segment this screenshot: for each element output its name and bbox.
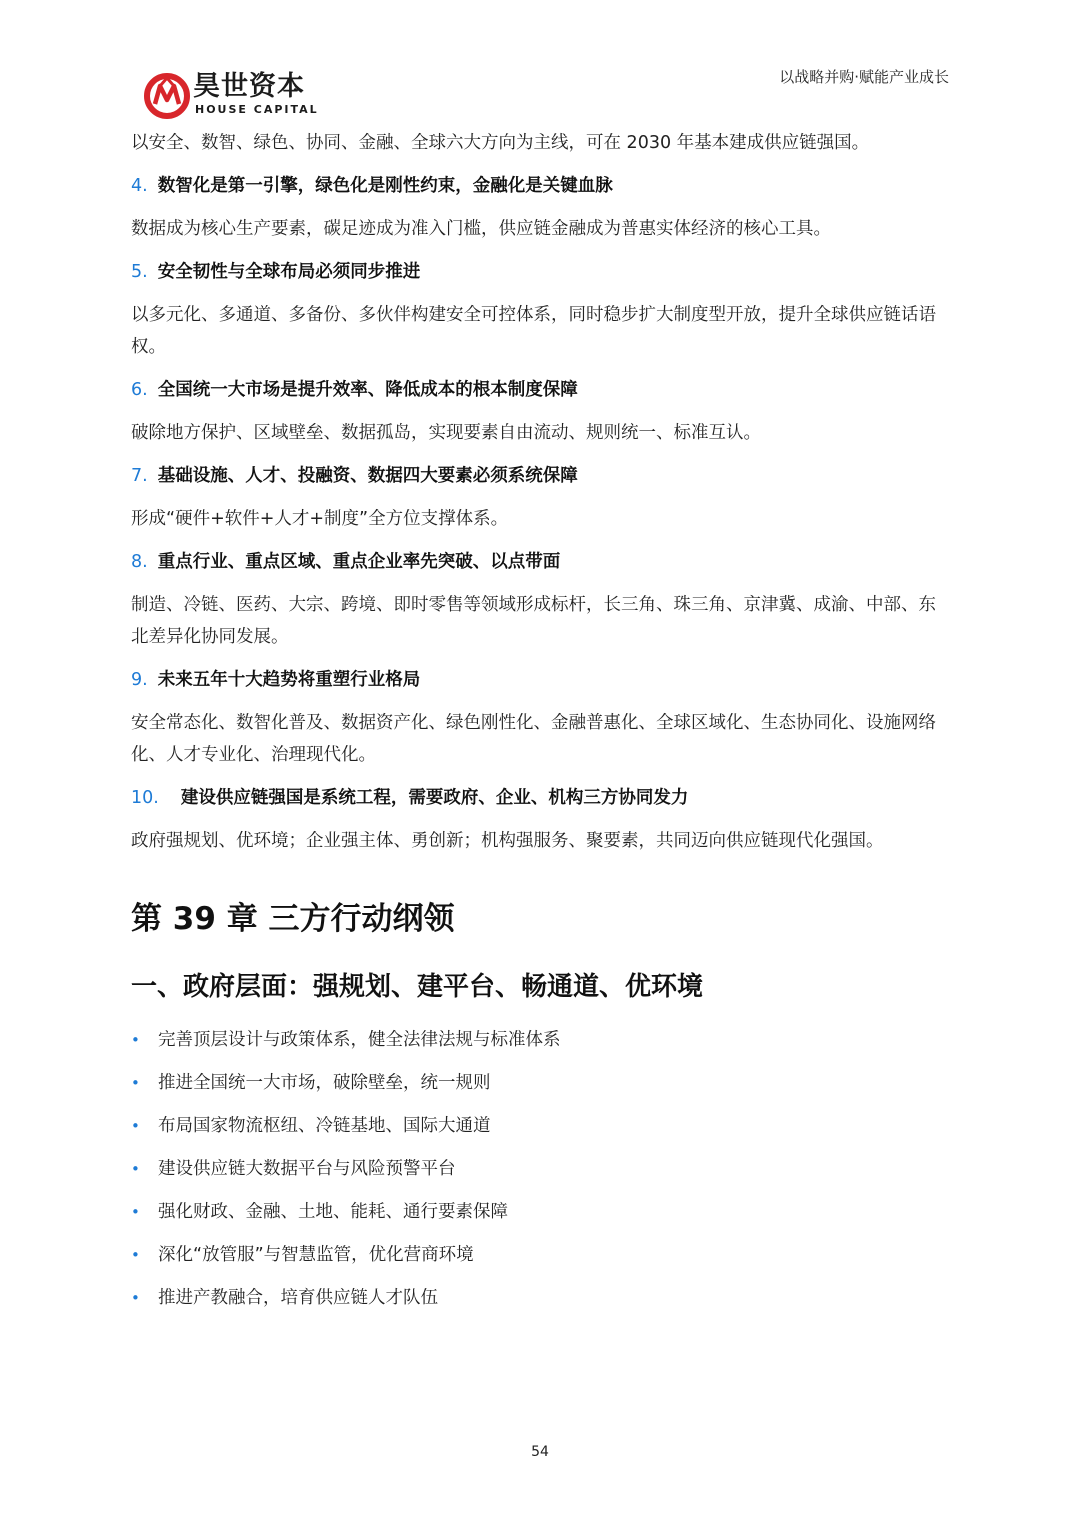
bullet-list — [131, 1019, 953, 1320]
list-item — [131, 1234, 953, 1277]
item-body: 形成“硬件+软件+人才+制度”全方位支撑体系。 — [131, 509, 509, 529]
numbered-item — [131, 170, 953, 245]
item-number: 6. — [131, 380, 148, 400]
list-item — [131, 1019, 953, 1062]
list-item-text: 推进产教融合，培育供应链人才队伍 — [158, 1288, 438, 1308]
numbered-item — [131, 460, 953, 535]
page-header — [0, 0, 1080, 130]
item-title: 建设供应链强国是系统工程，需要政府、企业、机构三方协同发力 — [180, 788, 689, 808]
item-body: 制造、冷链、医药、大宗、跨境、即时零售等领域形成标杆，长三角、珠三角、京津冀、成渝、中部、东北差异化协同发展。 — [131, 595, 936, 647]
item-title: 全国统一大市场是提升效率、降低成本的根本制度保障 — [157, 380, 578, 400]
item-title: 未来五年十大趋势将重塑行业格局 — [157, 670, 421, 690]
logo-chinese-text: 昊世资本 — [193, 71, 305, 102]
item-heading — [131, 546, 953, 578]
list-item — [131, 1191, 953, 1234]
bullet-icon: • — [131, 1246, 140, 1264]
list-item-text: 完善顶层设计与政策体系，健全法律法规与标准体系 — [158, 1030, 561, 1050]
bullet-icon: • — [131, 1203, 140, 1221]
item-heading — [131, 256, 953, 288]
item-title: 安全韧性与全球布局必须同步推进 — [157, 262, 421, 282]
chapter-title: 第 39 章 三方行动纲领 — [131, 901, 455, 937]
item-body: 以多元化、多通道、多备份、多伙伴构建安全可控体系，同时稳步扩大制度型开放，提升全球供应链话语权。 — [131, 305, 936, 357]
numbered-item — [131, 546, 953, 653]
bullet-icon: • — [131, 1031, 140, 1049]
item-number: 7. — [131, 466, 148, 486]
item-heading — [131, 460, 953, 492]
bullet-icon: • — [131, 1074, 140, 1092]
list-item-text: 深化“放管服”与智慧监管，优化营商环境 — [158, 1245, 474, 1265]
item-heading — [131, 664, 953, 696]
item-title: 数智化是第一引擎，绿色化是刚性约束，金融化是关键血脉 — [157, 176, 613, 196]
list-item — [131, 1277, 953, 1320]
header-tagline: 以战略并购·赋能产业成长 — [779, 68, 949, 86]
logo-english-text: HOUSE CAPITAL — [195, 103, 319, 116]
item-number: 4. — [131, 176, 148, 196]
page-number: 54 — [531, 1444, 549, 1460]
numbered-item — [131, 782, 953, 857]
bullet-icon: • — [131, 1289, 140, 1307]
list-item-text: 推进全国统一大市场，破除壁垒，统一规则 — [158, 1073, 491, 1093]
item-heading — [131, 374, 953, 406]
list-item-text: 布局国家物流枢纽、冷链基地、国际大通道 — [158, 1116, 491, 1136]
document-body — [131, 127, 953, 1320]
item-number: 9. — [131, 670, 148, 690]
item-body: 数据成为核心生产要素，碳足迹成为准入门槛，供应链金融成为普惠实体经济的核心工具。 — [131, 219, 831, 239]
list-item — [131, 1062, 953, 1105]
item-heading — [131, 782, 953, 814]
item-number: 5. — [131, 262, 148, 282]
item-body: 破除地方保护、区域壁垒、数据孤岛，实现要素自由流动、规则统一、标准互认。 — [131, 423, 761, 443]
list-item-text: 建设供应链大数据平台与风险预警平台 — [158, 1159, 456, 1179]
bullet-icon: • — [131, 1160, 140, 1178]
numbered-item — [131, 374, 953, 449]
logo-mark-icon — [143, 72, 191, 120]
item-title: 基础设施、人才、投融资、数据四大要素必须系统保障 — [157, 466, 578, 486]
intro-paragraph: 以安全、数智、绿色、协同、金融、全球六大方向为主线，可在 2030 年基本建成供应链强国。 — [131, 133, 870, 153]
numbered-item — [131, 256, 953, 363]
item-title: 重点行业、重点区域、重点企业率先突破、以点带面 — [157, 552, 561, 572]
bullet-icon: • — [131, 1117, 140, 1135]
item-heading — [131, 170, 953, 202]
item-number: 8. — [131, 552, 148, 572]
numbered-item — [131, 664, 953, 771]
item-number: 10. — [131, 788, 159, 808]
list-item — [131, 1105, 953, 1148]
section-title: 一、政府层面：强规划、建平台、畅通道、优环境 — [131, 972, 704, 1002]
list-item-text: 强化财政、金融、土地、能耗、通行要素保障 — [158, 1202, 508, 1222]
item-body: 安全常态化、数智化普及、数据资产化、绿色刚性化、金融普惠化、全球区域化、生态协同化、设施网络化、人才专业化、治理现代化。 — [131, 713, 936, 765]
house-capital-logo — [143, 72, 323, 120]
list-item — [131, 1148, 953, 1191]
item-body: 政府强规划、优环境；企业强主体、勇创新；机构强服务、聚要素，共同迈向供应链现代化强国。 — [131, 831, 884, 851]
